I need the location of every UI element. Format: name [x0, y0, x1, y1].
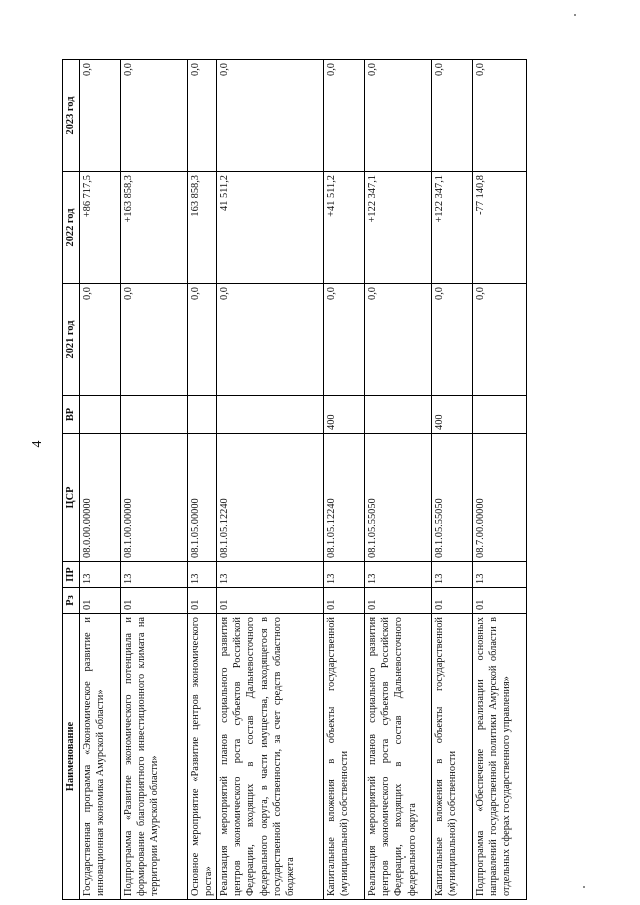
cell-rz: 01	[365, 588, 432, 614]
cell-2023: 0,0	[365, 60, 432, 172]
table-row	[432, 60, 473, 900]
cell-2021: 0,0	[473, 284, 527, 396]
cell-2022: 163 858,3	[188, 172, 217, 284]
table-header-row	[63, 60, 80, 900]
cell-rz: 01	[121, 588, 188, 614]
cell-2023: 0,0	[473, 60, 527, 172]
cell-vr	[80, 396, 121, 434]
cell-pr: 13	[473, 562, 527, 588]
col-header-rz: Рз	[63, 588, 80, 614]
cell-name: Реализация мероприятий планов социального развития центров экономического роста субъектов Российской Федерации, входящих в состав Дальневосточного федерального округа, в части имущества, находящегося в государственной собственности, за счет средств областного бюджета	[217, 614, 324, 900]
cell-pr: 13	[365, 562, 432, 588]
budget-table	[62, 59, 527, 900]
cell-csr: 08.1.05.12240	[217, 434, 324, 562]
cell-rz: 01	[324, 588, 365, 614]
cell-2022: +86 717,5	[80, 172, 121, 284]
scan-speck	[574, 14, 576, 16]
cell-2023: 0,0	[121, 60, 188, 172]
table-row	[188, 60, 217, 900]
cell-2021: 0,0	[80, 284, 121, 396]
cell-vr	[188, 396, 217, 434]
cell-name: Подпрограмма «Обеспечение реализации основных направлений государственной политики Амурской области в отдельных сферах государственного управления»	[473, 614, 527, 900]
cell-2021: 0,0	[188, 284, 217, 396]
rotated-table-container	[62, 60, 602, 900]
cell-csr: 08.1.05.00000	[188, 434, 217, 562]
cell-pr: 13	[80, 562, 121, 588]
cell-vr	[365, 396, 432, 434]
col-header-2022: 2022 год	[63, 172, 80, 284]
cell-csr: 08.7.00.00000	[473, 434, 527, 562]
cell-2021: 0,0	[217, 284, 324, 396]
cell-2022: +41 511,2	[324, 172, 365, 284]
cell-rz: 01	[432, 588, 473, 614]
table-row	[217, 60, 324, 900]
cell-pr: 13	[432, 562, 473, 588]
scan-speck	[583, 886, 585, 888]
cell-2023: 0,0	[80, 60, 121, 172]
cell-vr	[121, 396, 188, 434]
cell-2023: 0,0	[432, 60, 473, 172]
cell-2021: 0,0	[324, 284, 365, 396]
cell-rz: 01	[217, 588, 324, 614]
cell-2023: 0,0	[217, 60, 324, 172]
cell-vr: 400	[324, 396, 365, 434]
cell-rz: 01	[473, 588, 527, 614]
cell-rz: 01	[80, 588, 121, 614]
cell-2022: +163 858,3	[121, 172, 188, 284]
col-header-pr: ПР	[63, 562, 80, 588]
cell-csr: 08.1.05.12240	[324, 434, 365, 562]
cell-name: Капитальные вложения в объекты государственной (муниципальной) собственности	[432, 614, 473, 900]
cell-2023: 0,0	[188, 60, 217, 172]
cell-rz: 01	[188, 588, 217, 614]
page-number: 4	[30, 440, 45, 448]
cell-2022: +122 347,1	[365, 172, 432, 284]
table-row	[365, 60, 432, 900]
cell-pr: 13	[217, 562, 324, 588]
cell-name: Реализация мероприятий планов социального развития центров экономического роста субъектов Российской Федерации, входящих в состав Дальневосточного федерального округа	[365, 614, 432, 900]
cell-csr: 08.1.00.00000	[121, 434, 188, 562]
table-row	[324, 60, 365, 900]
table-row	[473, 60, 527, 900]
cell-csr: 08.1.05.55050	[432, 434, 473, 562]
table-row	[80, 60, 121, 900]
col-header-name: Наименование	[63, 614, 80, 900]
scan-speck	[404, 856, 406, 858]
cell-2022: +122 347,1	[432, 172, 473, 284]
cell-pr: 13	[188, 562, 217, 588]
cell-name: Основное мероприятие «Развитие центров экономического роста»	[188, 614, 217, 900]
cell-pr: 13	[121, 562, 188, 588]
cell-name: Капитальные вложения в объекты государственной (муниципальной) собственности	[324, 614, 365, 900]
cell-name: Государственная программа «Экономическое развитие и инновационная экономика Амурской области»	[80, 614, 121, 900]
cell-vr	[473, 396, 527, 434]
cell-csr: 08.1.05.55050	[365, 434, 432, 562]
cell-2021: 0,0	[432, 284, 473, 396]
cell-2022: 41 511,2	[217, 172, 324, 284]
cell-pr: 13	[324, 562, 365, 588]
col-header-2023: 2023 год	[63, 60, 80, 172]
cell-name: Подпрограмма «Развитие экономического потенциала и формирование благоприятного инвестиционного климата на территории Амурской области»	[121, 614, 188, 900]
cell-2021: 0,0	[121, 284, 188, 396]
col-header-csr: ЦСР	[63, 434, 80, 562]
cell-2023: 0,0	[324, 60, 365, 172]
col-header-vr: ВР	[63, 396, 80, 434]
table-row	[121, 60, 188, 900]
cell-2022: -77 140,8	[473, 172, 527, 284]
cell-2021: 0,0	[365, 284, 432, 396]
cell-csr: 08.0.00.00000	[80, 434, 121, 562]
col-header-2021: 2021 год	[63, 284, 80, 396]
cell-vr: 400	[432, 396, 473, 434]
cell-vr	[217, 396, 324, 434]
